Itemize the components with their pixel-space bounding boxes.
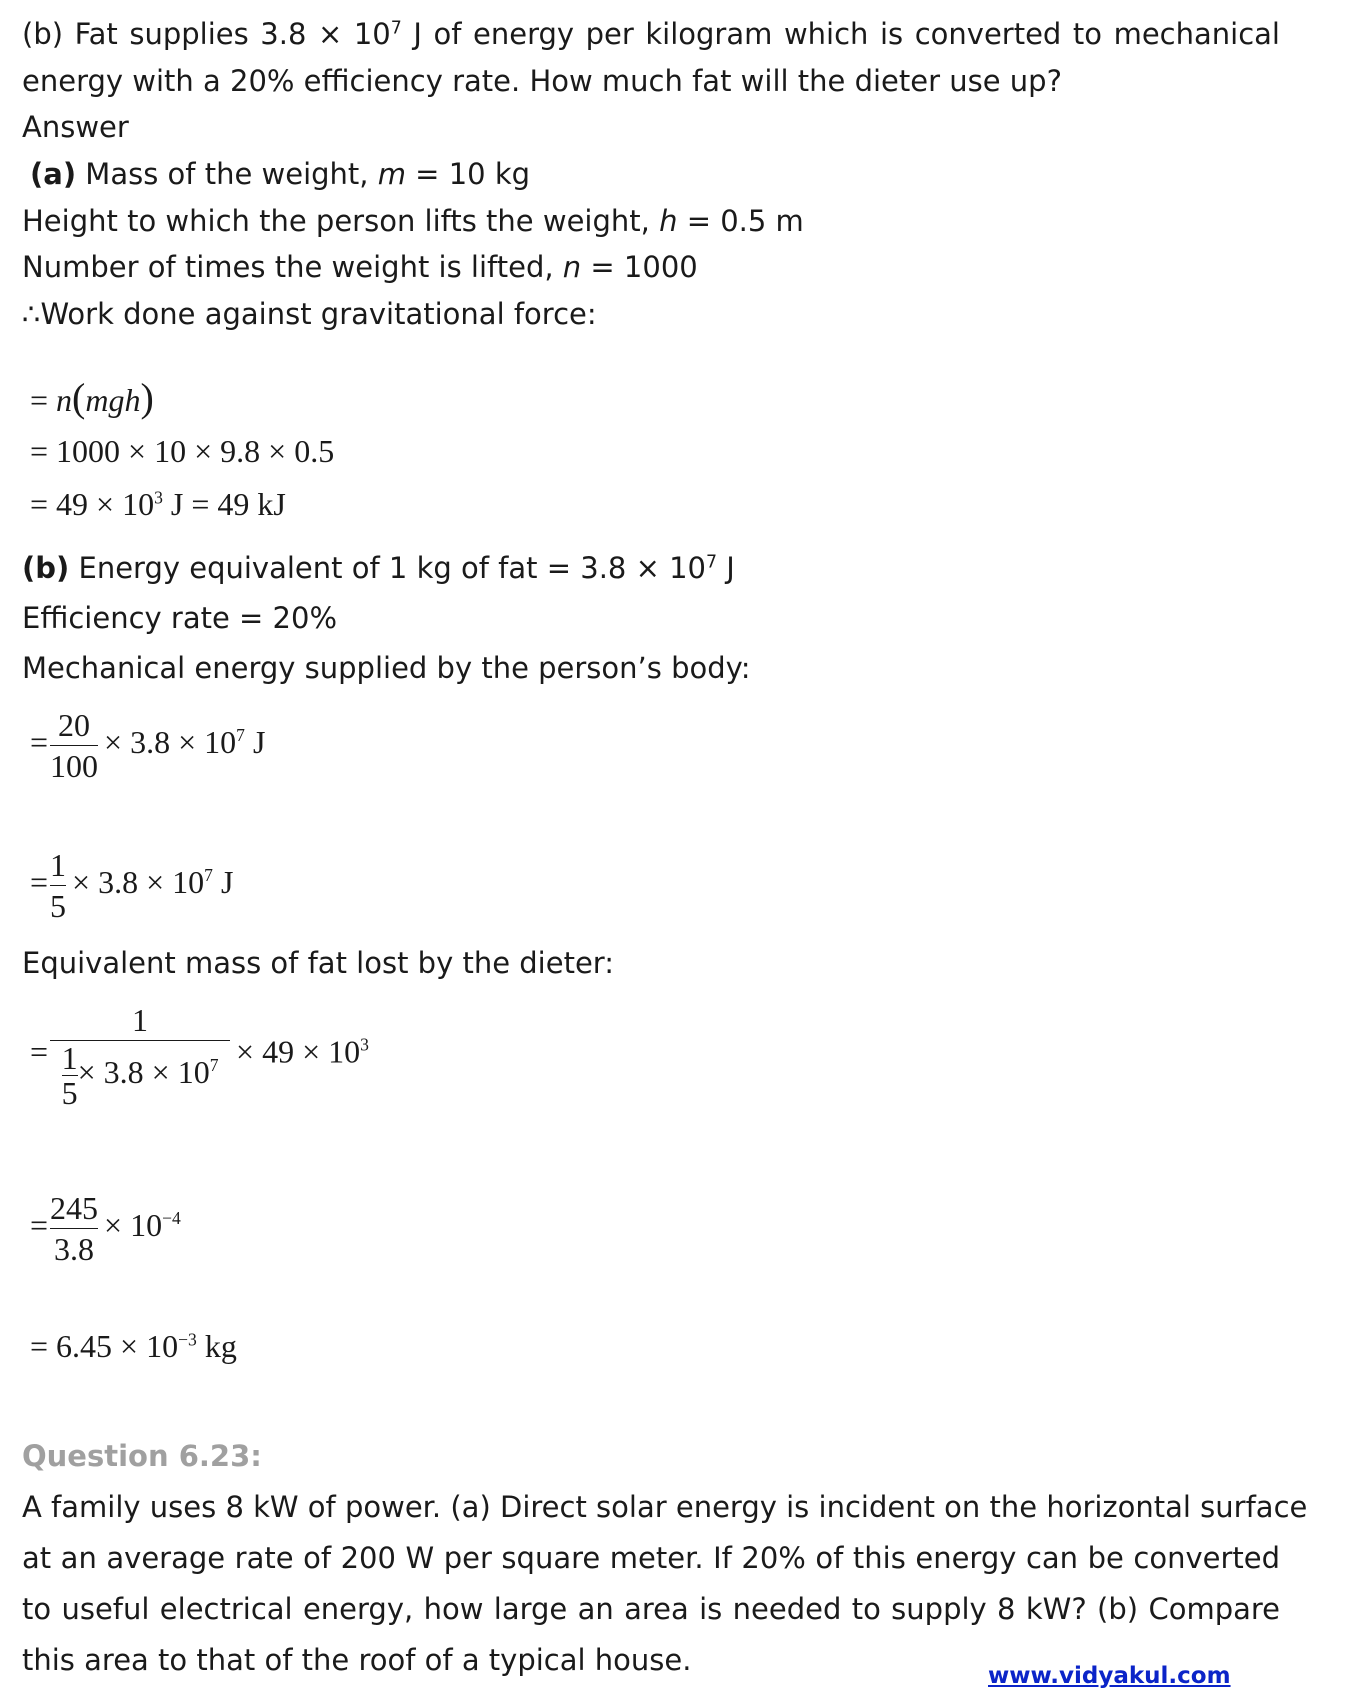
numerator: 1 [61, 1040, 78, 1076]
numerator: 245 [50, 1190, 99, 1226]
variable: h [659, 204, 678, 238]
value: = 1000 [581, 250, 698, 284]
mechanical-energy-label: Mechanical energy supplied by the person’s body: [22, 651, 751, 685]
text: J [717, 551, 735, 585]
work-label: ∴Work done against gravitational force: [22, 297, 597, 331]
fraction [50, 1000, 230, 1110]
inner-fraction [62, 1041, 78, 1110]
value: = 0.5 m [677, 204, 804, 238]
denominator [50, 1041, 230, 1110]
text: J [244, 723, 266, 760]
text: × 3.8 × 10 [72, 863, 205, 900]
equals: = [30, 723, 49, 760]
efficiency-rate: Efficiency rate = 20% [22, 601, 338, 635]
variable: m [377, 157, 406, 191]
part-a-mass [30, 156, 530, 192]
denominator: 100 [50, 748, 99, 784]
part-a-times [22, 249, 698, 285]
exponent: 3 [154, 487, 163, 508]
question-line-2: at an average rate of 200 W per square meter. If 20% of this energy can be converted [22, 1541, 1280, 1575]
equals: = [30, 382, 57, 418]
value: = 10 kg [405, 157, 531, 191]
variable: n [56, 382, 73, 418]
text: = 49 × 10 [30, 486, 155, 522]
part-b-energy [22, 550, 735, 586]
part-a-height [22, 203, 804, 239]
part-b-label: (b) [22, 551, 70, 585]
exponent: 7 [236, 725, 245, 746]
text: × 10 [104, 1206, 163, 1243]
numerator: 20 [58, 707, 91, 743]
exponent: 7 [706, 552, 718, 573]
vidyakul-link[interactable]: www.vidyakul.com [988, 1663, 1231, 1689]
equals: = [30, 863, 49, 900]
text: × 49 × 10 [236, 1033, 361, 1070]
text: J = 49 kJ [162, 486, 286, 522]
part-a-label: (a) [30, 157, 77, 191]
equation-work-result [30, 486, 286, 522]
question-title: Question 6.23: [22, 1439, 262, 1473]
equals: = [30, 1033, 49, 1070]
equation-mech-2 [30, 845, 233, 926]
exponent: 7 [204, 865, 213, 886]
exponent: −3 [178, 1329, 197, 1350]
text: Height to which the person lifts the weight, [22, 204, 660, 238]
text: × 3.8 × 10 [104, 723, 237, 760]
fraction [50, 705, 98, 786]
equals: = [30, 1206, 49, 1243]
text: Energy equivalent of 1 kg of fat = 3.8 × 10 [69, 551, 707, 585]
equation-fat-1 [30, 1000, 369, 1110]
fat-mass-label: Equivalent mass of fat lost by the dieter: [22, 946, 614, 980]
text: J [212, 863, 234, 900]
equation-work-values: = 1000 × 10 × 9.8 × 0.5 [30, 433, 335, 469]
exponent: −4 [162, 1208, 181, 1229]
variable: n [562, 250, 582, 284]
answer-label: Answer [22, 110, 129, 144]
intro-line-2: energy with a 20% efficiency rate. How much fat will the dieter use up? [22, 64, 1062, 98]
exponent: 7 [209, 1055, 219, 1076]
question-line-3: to useful electrical energy, how large an area is needed to supply 8 kW? (b) Compare [22, 1592, 1280, 1626]
denominator: 3.8 [54, 1231, 95, 1267]
equation-fat-2 [30, 1188, 181, 1269]
denominator: 5 [61, 1075, 78, 1111]
denominator: 5 [50, 888, 67, 924]
intro-line-1 [22, 16, 1280, 52]
question-line-1: A family uses 8 kW of power. (a) Direct solar energy is incident on the horizontal surface [22, 1490, 1308, 1524]
text: Number of times the weight is lifted, [22, 250, 563, 284]
text: Mass of the weight, [76, 157, 378, 191]
intro-text: (b) Fat supplies 3.8 × 10 [22, 17, 391, 51]
numerator: 1 [50, 847, 67, 883]
text: = 6.45 × 10 [30, 1328, 179, 1364]
numerator: 1 [132, 1002, 149, 1038]
question-line-4: this area to that of the roof of a typical house. [22, 1643, 692, 1677]
equation-work-formula: = n(mgh) [30, 375, 154, 420]
intro-text: J of energy per kilogram which is converted to mechanical [401, 17, 1280, 51]
variable: mgh [85, 382, 141, 418]
exponent: 7 [390, 18, 402, 39]
text: kg [196, 1328, 237, 1364]
exponent: 3 [360, 1034, 369, 1055]
equation-mech-1 [30, 705, 265, 786]
equation-fat-result [30, 1328, 237, 1364]
fraction [50, 845, 66, 926]
text: × 3.8 × 10 [77, 1053, 210, 1090]
fraction [50, 1188, 98, 1269]
